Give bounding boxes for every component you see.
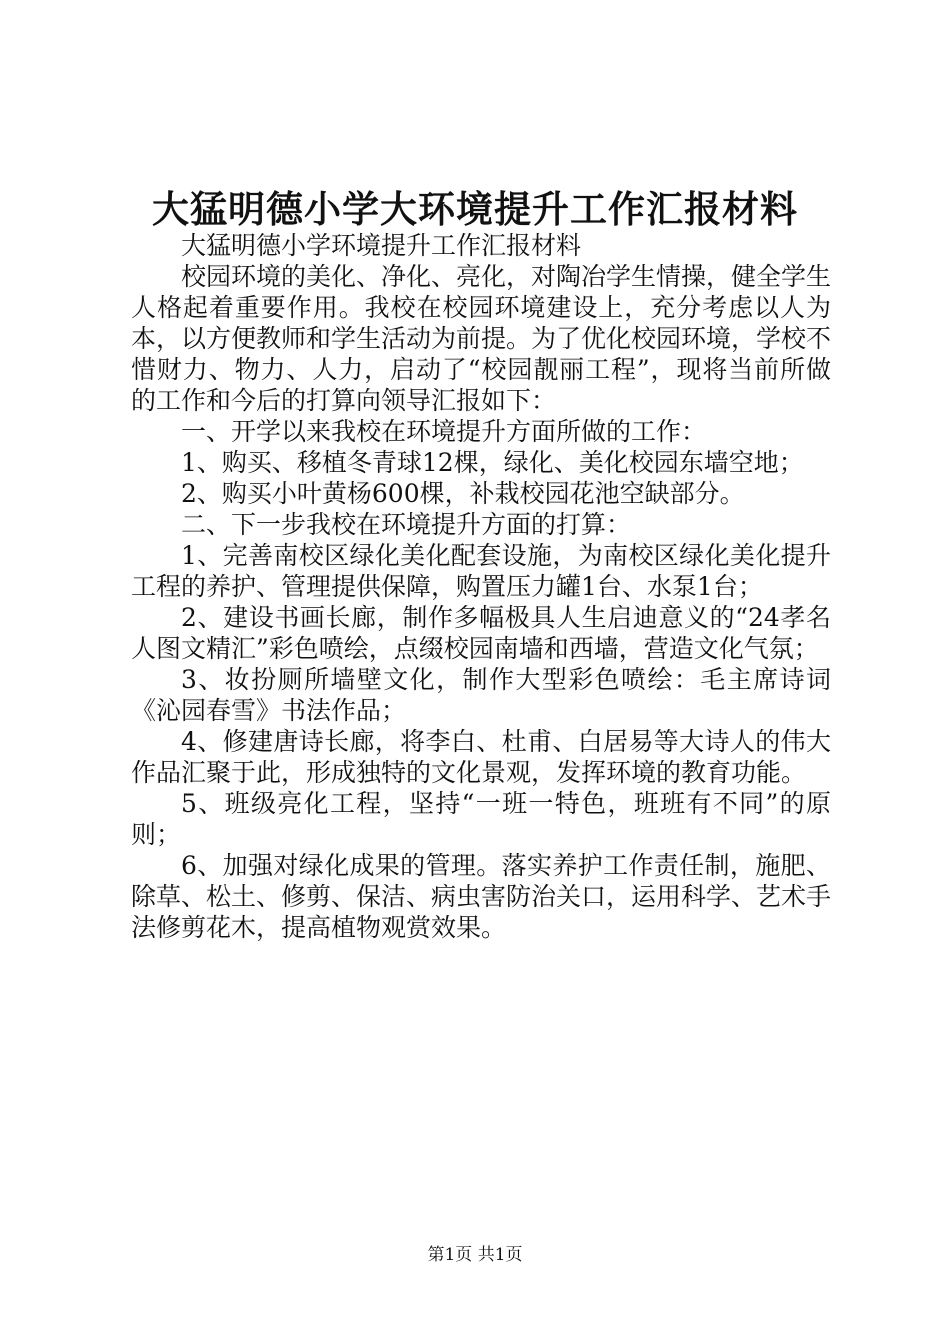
done-item-2: 2、购买小叶黄杨600棵，补栽校园花池空缺部分。 (181, 479, 745, 508)
section-heading-plan: 二、下一步我校在环境提升方面的打算： (181, 510, 632, 539)
plan-item-4: 4、修建唐诗长廊，将李白、杜甫、白居易等大诗人的伟大作品汇聚于此，形成独特的文化景观，发挥环境的教育功能。 (131, 727, 831, 787)
document-title: 大猛明德小学大环境提升工作汇报材料 (152, 187, 798, 231)
plan-item-2: 2、建设书画长廊，制作多幅极具人生启迪意义的“24孝名人图文精汇”彩色喷绘，点缀校园南墙和西墙，营造文化气氛； (131, 603, 831, 663)
plan-item-6: 6、加强对绿化成果的管理。落实养护工作责任制，施肥、除草、松土、修剪、保洁、病虫害防治关口，运用科学、艺术手法修剪花木，提高植物观赏效果。 (131, 851, 832, 942)
page-footer: 第1页 共1页 (427, 1245, 523, 1265)
intro-paragraph: 校园环境的美化、净化、亮化，对陶冶学生情操，健全学生人格起着重要作用。我校在校园环境建设上，充分考虑以人为本，以方便教师和学生活动为前提。为了优化校园环境，学校不惜财力、物力、人力，启动了“校园靓丽工程”，现将当前所做的工作和今后的打算向领导汇报如下： (131, 262, 832, 415)
section-heading-done: 一、开学以来我校在环境提升方面所做的工作： (181, 417, 707, 446)
document-body (131, 230, 831, 943)
plan-item-3: 3、妆扮厕所墙壁文化，制作大型彩色喷绘：毛主席诗词《沁园春雪》书法作品； (131, 665, 831, 725)
subtitle-paragraph: 大猛明德小学环境提升工作汇报材料 (181, 231, 582, 260)
plan-item-1: 1、完善南校区绿化美化配套设施，为南校区绿化美化提升工程的养护、管理提供保障，购置压力罐1台、水泵1台； (131, 541, 831, 601)
done-item-1: 1、购买、移植冬青球12棵，绿化、美化校园东墙空地； (181, 448, 804, 477)
plan-item-5: 5、班级亮化工程，坚持“一班一特色，班班有不同”的原则； (131, 789, 831, 849)
